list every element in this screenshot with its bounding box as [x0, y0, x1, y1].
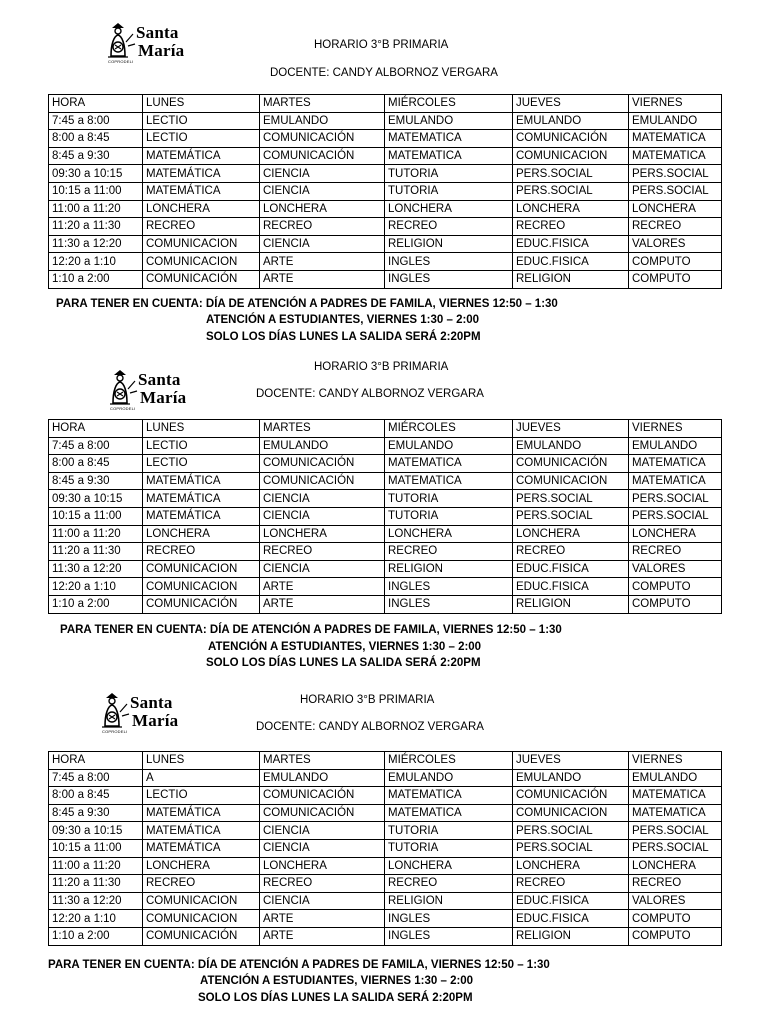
teacher-name: DOCENTE: CANDY ALBORNOZ VERGARA [256, 721, 484, 733]
schedule-note: ATENCIÓN A ESTUDIANTES, VIERNES 1:30 – 2:00 [200, 975, 474, 987]
subject-cell: COMPUTO [629, 910, 722, 928]
table-row [49, 892, 722, 910]
subject-cell: EMULANDO [385, 437, 513, 455]
table-row [49, 857, 722, 875]
subject-cell: A [143, 769, 260, 787]
subject-cell: LONCHERA [143, 525, 260, 543]
subject-cell: INGLES [385, 595, 513, 613]
subject-cell: MATEMATICA [629, 472, 722, 490]
subject-cell: MATEMATICA [629, 804, 722, 822]
subject-cell: PERS.SOCIAL [513, 490, 629, 508]
subject-cell: CIENCIA [260, 507, 385, 525]
subject-cell: PERS.SOCIAL [513, 165, 629, 183]
subject-cell: EDUC.FISICA [513, 560, 629, 578]
subject-cell: EDUC.FISICA [513, 910, 629, 928]
table-row [49, 525, 722, 543]
time-cell: 8:00 a 8:45 [49, 787, 143, 805]
subject-cell: LONCHERA [385, 200, 513, 218]
subject-cell: RECREO [385, 218, 513, 236]
subject-cell: MATEMÁTICA [143, 822, 260, 840]
column-header: MARTES [260, 420, 385, 438]
column-header: JUEVES [513, 95, 629, 113]
subject-cell: LECTIO [143, 437, 260, 455]
table-row [49, 787, 722, 805]
subject-cell: EMULANDO [513, 769, 629, 787]
subject-cell: LONCHERA [513, 857, 629, 875]
time-cell: 7:45 a 8:00 [49, 437, 143, 455]
subject-cell: ARTE [260, 578, 385, 596]
subject-cell: RELIGION [385, 560, 513, 578]
schedule-note: ATENCIÓN A ESTUDIANTES, VIERNES 1:30 – 2:00 [208, 641, 482, 653]
subject-cell: MATEMÁTICA [143, 507, 260, 525]
table-row [49, 200, 722, 218]
column-header: JUEVES [513, 420, 629, 438]
time-cell: 10:15 a 11:00 [49, 507, 143, 525]
subject-cell: TUTORIA [385, 822, 513, 840]
time-cell: 11:00 a 11:20 [49, 857, 143, 875]
subject-cell: PERS.SOCIAL [629, 182, 722, 200]
subject-cell: PERS.SOCIAL [513, 822, 629, 840]
logo-text-maria: María [132, 711, 179, 730]
time-cell: 11:30 a 12:20 [49, 892, 143, 910]
column-header: LUNES [143, 752, 260, 770]
subject-cell: MATEMATICA [385, 455, 513, 473]
table-row [49, 218, 722, 236]
subject-cell: COMUNICACION [513, 804, 629, 822]
subject-cell: MATEMATICA [385, 804, 513, 822]
subject-cell: EDUC.FISICA [513, 253, 629, 271]
subject-cell: VALORES [629, 892, 722, 910]
subject-cell: INGLES [385, 910, 513, 928]
schedule-title: HORARIO 3°B PRIMARIA [300, 694, 435, 706]
table-row [49, 437, 722, 455]
subject-cell: ARTE [260, 910, 385, 928]
subject-cell: COMUNICACIÓN [260, 455, 385, 473]
table-header-row [49, 95, 722, 113]
subject-cell: TUTORIA [385, 839, 513, 857]
table-row [49, 253, 722, 271]
subject-cell: EDUC.FISICA [513, 892, 629, 910]
table-row [49, 543, 722, 561]
subject-cell: COMUNICACION [513, 472, 629, 490]
table-row [49, 927, 722, 945]
column-header: HORA [49, 752, 143, 770]
subject-cell: COMUNICACION [143, 892, 260, 910]
subject-cell: RECREO [629, 543, 722, 561]
subject-cell: RECREO [143, 543, 260, 561]
subject-cell: EMULANDO [629, 437, 722, 455]
subject-cell: VALORES [629, 560, 722, 578]
subject-cell: RECREO [143, 218, 260, 236]
schedule-note: SOLO LOS DÍAS LUNES LA SALIDA SERÁ 2:20PM [198, 992, 473, 1004]
time-cell: 10:15 a 11:00 [49, 182, 143, 200]
subject-cell: ARTE [260, 927, 385, 945]
subject-cell: MATEMÁTICA [143, 804, 260, 822]
santa-maria-emblem-icon [106, 22, 136, 62]
subject-cell: COMUNICACIÓN [260, 787, 385, 805]
subject-cell: LONCHERA [260, 525, 385, 543]
subject-cell: EMULANDO [629, 769, 722, 787]
column-header: VIERNES [629, 752, 722, 770]
subject-cell: LONCHERA [629, 525, 722, 543]
column-header: VIERNES [629, 420, 722, 438]
column-header: MARTES [260, 752, 385, 770]
subject-cell: MATEMATICA [629, 787, 722, 805]
time-cell: 8:00 a 8:45 [49, 455, 143, 473]
subject-cell: LONCHERA [629, 200, 722, 218]
subject-cell: COMUNICACIÓN [513, 455, 629, 473]
logo-text-maria: María [140, 388, 187, 407]
subject-cell: LECTIO [143, 130, 260, 148]
subject-cell: COMUNICACIÓN [513, 130, 629, 148]
schedule-note: SOLO LOS DÍAS LUNES LA SALIDA SERÁ 2:20PM [206, 657, 481, 669]
subject-cell: COMPUTO [629, 927, 722, 945]
column-header: MIÉRCOLES [385, 95, 513, 113]
logo-text-santa: Santa [130, 693, 173, 712]
subject-cell: EMULANDO [385, 112, 513, 130]
teacher-name: DOCENTE: CANDY ALBORNOZ VERGARA [256, 388, 484, 400]
subject-cell: RECREO [513, 218, 629, 236]
time-cell: 12:20 a 1:10 [49, 578, 143, 596]
table-row [49, 490, 722, 508]
column-header: MIÉRCOLES [385, 752, 513, 770]
time-cell: 8:45 a 9:30 [49, 147, 143, 165]
schedule-note: SOLO LOS DÍAS LUNES LA SALIDA SERÁ 2:20PM [206, 331, 481, 343]
time-cell: 11:20 a 11:30 [49, 543, 143, 561]
column-header: MIÉRCOLES [385, 420, 513, 438]
subject-cell: MATEMÁTICA [143, 182, 260, 200]
subject-cell: COMPUTO [629, 578, 722, 596]
subject-cell: COMUNICACION [143, 578, 260, 596]
subject-cell: PERS.SOCIAL [629, 507, 722, 525]
subject-cell: COMUNICACIÓN [143, 270, 260, 288]
subject-cell: COMUNICACIÓN [513, 787, 629, 805]
subject-cell: MATEMÁTICA [143, 165, 260, 183]
subject-cell: COMUNICACIÓN [260, 472, 385, 490]
subject-cell: PERS.SOCIAL [629, 839, 722, 857]
time-cell: 1:10 a 2:00 [49, 595, 143, 613]
school-logo [108, 369, 188, 413]
table-row [49, 112, 722, 130]
subject-cell: COMUNICACION [143, 235, 260, 253]
subject-cell: RELIGION [513, 270, 629, 288]
logo-text-maria: María [138, 41, 185, 60]
table-row [49, 455, 722, 473]
column-header: LUNES [143, 420, 260, 438]
school-logo [106, 22, 186, 66]
subject-cell: MATEMÁTICA [143, 147, 260, 165]
table-header-row [49, 420, 722, 438]
subject-cell: LONCHERA [143, 857, 260, 875]
time-cell: 11:00 a 11:20 [49, 525, 143, 543]
table-row [49, 578, 722, 596]
subject-cell: COMUNICACIÓN [260, 804, 385, 822]
schedule-note: PARA TENER EN CUENTA: DÍA DE ATENCIÓN A PADRES DE FAMILA, VIERNES 12:50 – 1:30 [48, 959, 550, 971]
subject-cell: EMULANDO [629, 112, 722, 130]
subject-cell: INGLES [385, 253, 513, 271]
subject-cell: EMULANDO [260, 437, 385, 455]
subject-cell: ARTE [260, 253, 385, 271]
subject-cell: TUTORIA [385, 165, 513, 183]
subject-cell: EMULANDO [513, 437, 629, 455]
subject-cell: CIENCIA [260, 560, 385, 578]
time-cell: 12:20 a 1:10 [49, 910, 143, 928]
subject-cell: MATEMATICA [629, 130, 722, 148]
table-row [49, 147, 722, 165]
time-cell: 11:20 a 11:30 [49, 218, 143, 236]
subject-cell: MATEMATICA [629, 147, 722, 165]
subject-cell: MATEMATICA [385, 472, 513, 490]
subject-cell: COMUNICACION [143, 910, 260, 928]
subject-cell: PERS.SOCIAL [629, 490, 722, 508]
logo-small-text: COPRODELI [110, 406, 136, 411]
subject-cell: RECREO [143, 875, 260, 893]
subject-cell: RECREO [629, 875, 722, 893]
subject-cell: RECREO [385, 543, 513, 561]
subject-cell: COMUNICACIÓN [143, 927, 260, 945]
table-row [49, 165, 722, 183]
subject-cell: COMPUTO [629, 270, 722, 288]
table-row [49, 595, 722, 613]
teacher-name: DOCENTE: CANDY ALBORNOZ VERGARA [270, 67, 498, 79]
subject-cell: COMPUTO [629, 595, 722, 613]
subject-cell: LONCHERA [385, 525, 513, 543]
subject-cell: CIENCIA [260, 892, 385, 910]
table-row [49, 910, 722, 928]
column-header: VIERNES [629, 95, 722, 113]
subject-cell: PERS.SOCIAL [513, 839, 629, 857]
column-header: MARTES [260, 95, 385, 113]
subject-cell: RECREO [260, 218, 385, 236]
school-logo [100, 692, 180, 736]
table-row [49, 507, 722, 525]
table-row [49, 472, 722, 490]
subject-cell: PERS.SOCIAL [513, 507, 629, 525]
subject-cell: INGLES [385, 578, 513, 596]
subject-cell: LONCHERA [513, 525, 629, 543]
time-cell: 1:10 a 2:00 [49, 270, 143, 288]
time-cell: 09:30 a 10:15 [49, 490, 143, 508]
subject-cell: PERS.SOCIAL [629, 165, 722, 183]
table-row [49, 270, 722, 288]
santa-maria-emblem-icon [100, 692, 130, 732]
subject-cell: RELIGION [513, 927, 629, 945]
subject-cell: LONCHERA [260, 857, 385, 875]
time-cell: 1:10 a 2:00 [49, 927, 143, 945]
schedule-table [48, 419, 722, 614]
subject-cell: RELIGION [385, 235, 513, 253]
subject-cell: LONCHERA [513, 200, 629, 218]
table-row [49, 822, 722, 840]
table-row [49, 769, 722, 787]
subject-cell: EMULANDO [260, 112, 385, 130]
table-row [49, 804, 722, 822]
subject-cell: COMUNICACION [143, 560, 260, 578]
column-header: LUNES [143, 95, 260, 113]
subject-cell: CIENCIA [260, 182, 385, 200]
subject-cell: RECREO [260, 875, 385, 893]
subject-cell: LONCHERA [629, 857, 722, 875]
time-cell: 10:15 a 11:00 [49, 839, 143, 857]
subject-cell: TUTORIA [385, 182, 513, 200]
subject-cell: COMUNICACIÓN [260, 147, 385, 165]
santa-maria-emblem-icon [108, 369, 138, 409]
subject-cell: MATEMATICA [385, 147, 513, 165]
subject-cell: COMPUTO [629, 253, 722, 271]
subject-cell: MATEMÁTICA [143, 472, 260, 490]
time-cell: 11:20 a 11:30 [49, 875, 143, 893]
subject-cell: VALORES [629, 235, 722, 253]
column-header: JUEVES [513, 752, 629, 770]
subject-cell: INGLES [385, 270, 513, 288]
table-row [49, 560, 722, 578]
subject-cell: EDUC.FISICA [513, 235, 629, 253]
subject-cell: PERS.SOCIAL [629, 822, 722, 840]
time-cell: 09:30 a 10:15 [49, 165, 143, 183]
subject-cell: CIENCIA [260, 165, 385, 183]
subject-cell: COMUNICACION [513, 147, 629, 165]
subject-cell: ARTE [260, 270, 385, 288]
subject-cell: COMUNICACIÓN [143, 595, 260, 613]
subject-cell: RECREO [513, 875, 629, 893]
subject-cell: COMUNICACION [143, 253, 260, 271]
subject-cell: LECTIO [143, 787, 260, 805]
subject-cell: RELIGION [385, 892, 513, 910]
subject-cell: LONCHERA [385, 857, 513, 875]
subject-cell: RECREO [260, 543, 385, 561]
time-cell: 8:45 a 9:30 [49, 472, 143, 490]
subject-cell: RECREO [629, 218, 722, 236]
column-header: HORA [49, 420, 143, 438]
table-row [49, 875, 722, 893]
schedule-note: PARA TENER EN CUENTA: DÍA DE ATENCIÓN A PADRES DE FAMILA, VIERNES 12:50 – 1:30 [60, 624, 562, 636]
table-row [49, 235, 722, 253]
subject-cell: EMULANDO [260, 769, 385, 787]
logo-text-santa: Santa [138, 370, 181, 389]
subject-cell: EMULANDO [513, 112, 629, 130]
schedule-note: PARA TENER EN CUENTA: DÍA DE ATENCIÓN A PADRES DE FAMILA, VIERNES 12:50 – 1:30 [56, 298, 558, 310]
schedule-title: HORARIO 3°B PRIMARIA [314, 361, 449, 373]
subject-cell: LONCHERA [143, 200, 260, 218]
time-cell: 09:30 a 10:15 [49, 822, 143, 840]
subject-cell: TUTORIA [385, 490, 513, 508]
subject-cell: CIENCIA [260, 839, 385, 857]
logo-text-santa: Santa [136, 23, 179, 42]
subject-cell: MATEMATICA [629, 455, 722, 473]
table-row [49, 182, 722, 200]
time-cell: 12:20 a 1:10 [49, 253, 143, 271]
subject-cell: MATEMÁTICA [143, 490, 260, 508]
subject-cell: LONCHERA [260, 200, 385, 218]
table-row [49, 839, 722, 857]
subject-cell: COMUNICACIÓN [260, 130, 385, 148]
subject-cell: CIENCIA [260, 490, 385, 508]
time-cell: 8:00 a 8:45 [49, 130, 143, 148]
subject-cell: CIENCIA [260, 235, 385, 253]
subject-cell: PERS.SOCIAL [513, 182, 629, 200]
subject-cell: EDUC.FISICA [513, 578, 629, 596]
subject-cell: CIENCIA [260, 822, 385, 840]
schedule-table [48, 94, 722, 289]
subject-cell: LECTIO [143, 112, 260, 130]
subject-cell: EMULANDO [385, 769, 513, 787]
time-cell: 11:30 a 12:20 [49, 235, 143, 253]
schedule-note: ATENCIÓN A ESTUDIANTES, VIERNES 1:30 – 2:00 [206, 314, 480, 326]
subject-cell: TUTORIA [385, 507, 513, 525]
subject-cell: RECREO [513, 543, 629, 561]
time-cell: 11:00 a 11:20 [49, 200, 143, 218]
time-cell: 8:45 a 9:30 [49, 804, 143, 822]
column-header: HORA [49, 95, 143, 113]
table-header-row [49, 752, 722, 770]
subject-cell: RECREO [385, 875, 513, 893]
subject-cell: MATEMATICA [385, 787, 513, 805]
subject-cell: ARTE [260, 595, 385, 613]
schedule-table [48, 751, 722, 946]
subject-cell: RELIGION [513, 595, 629, 613]
subject-cell: MATEMÁTICA [143, 839, 260, 857]
time-cell: 7:45 a 8:00 [49, 112, 143, 130]
logo-small-text: COPRODELI [108, 59, 134, 64]
subject-cell: LECTIO [143, 455, 260, 473]
logo-small-text: COPRODELI [102, 729, 128, 734]
schedule-title: HORARIO 3°B PRIMARIA [314, 39, 449, 51]
time-cell: 7:45 a 8:00 [49, 769, 143, 787]
subject-cell: MATEMATICA [385, 130, 513, 148]
time-cell: 11:30 a 12:20 [49, 560, 143, 578]
subject-cell: INGLES [385, 927, 513, 945]
table-row [49, 130, 722, 148]
